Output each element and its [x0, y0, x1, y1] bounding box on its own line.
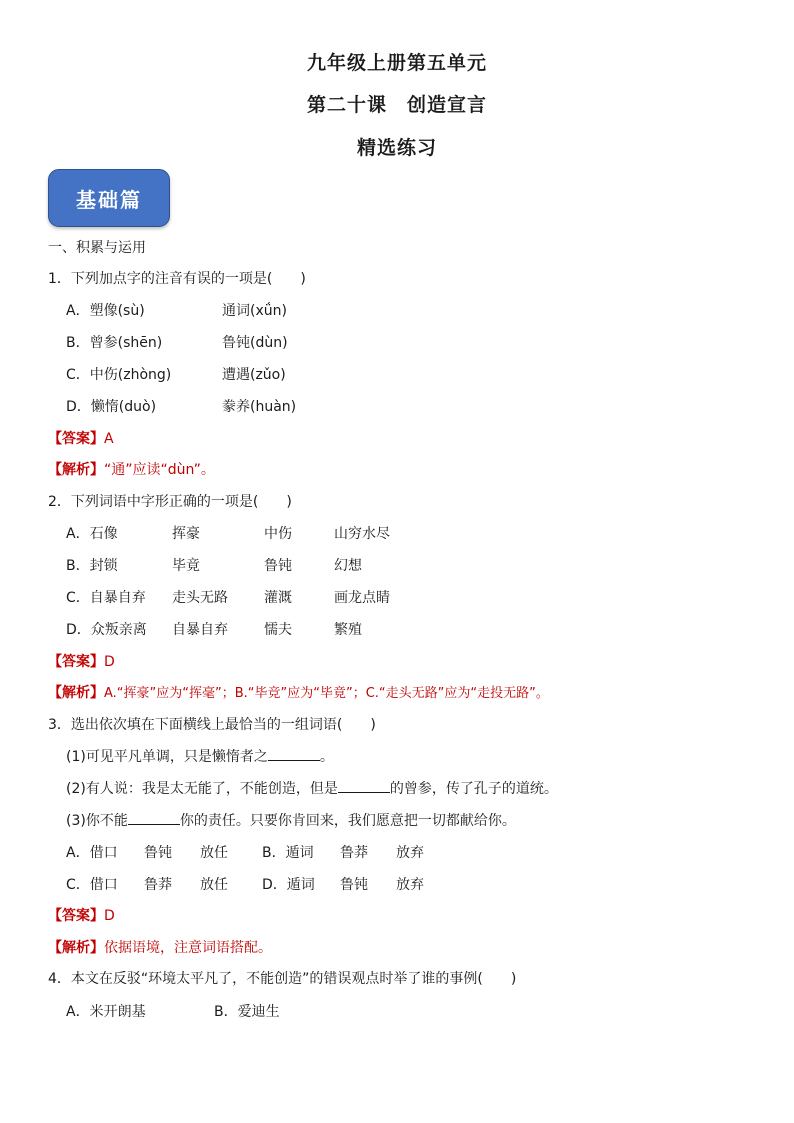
lesson-title: 第二十课 创造宣言 — [306, 94, 487, 116]
q3-option: C．借口 — [66, 877, 118, 893]
sentence-text: 的曾参，传了孔子的道统。 — [389, 781, 558, 797]
q3-option: 鲁钝 — [340, 877, 368, 893]
q2-option: 自暴自弃 — [172, 622, 228, 638]
q4-stem: 4．本文在反驳“环境太平凡了，不能创造”的错误观点时举了谁的事例( ) — [48, 971, 517, 987]
q3-stem: 3．选出依次填在下面横线上最恰当的一组词语( ) — [48, 717, 376, 733]
analysis-text: “通”应读“dùn”。 — [104, 462, 215, 478]
sentence-text: (1)可见平凡单调，只是懒惰者之 — [66, 749, 268, 765]
sentence-text: 。 — [319, 749, 334, 765]
q1-option: 豢养(huàn) — [222, 399, 297, 415]
answer-label: 【答案】 — [48, 908, 104, 924]
q2-option: 画龙点睛 — [334, 590, 390, 606]
answer-value: D — [104, 654, 115, 670]
fill-blank — [268, 746, 320, 761]
q2-option: 鲁钝 — [264, 558, 292, 574]
analysis-label: 【解析】 — [48, 685, 104, 701]
sentence-text: (2)有人说：我是太无能了，不能创造，但是 — [66, 781, 338, 797]
q3-analysis — [48, 937, 272, 957]
q2-option: 山穷水尽 — [334, 526, 390, 542]
q3-option: 鲁钝 — [144, 845, 172, 861]
q1-analysis — [48, 459, 215, 479]
q1-option: C．中伤(zhòng) — [66, 367, 172, 383]
q1-option: B．曾参(shēn) — [66, 335, 163, 351]
q2-answer — [48, 651, 115, 671]
q3-sentence-1 — [66, 746, 334, 766]
q2-option: 走头无路 — [172, 590, 228, 606]
unit-title: 九年级上册第五单元 — [306, 52, 487, 74]
subtitle: 精选练习 — [356, 137, 437, 159]
q3-sentence-2 — [66, 778, 558, 798]
sentence-text: (3)你不能 — [66, 813, 128, 829]
q2-option: B．封锁 — [66, 558, 118, 574]
q4-option: A．米开朗基 — [66, 1004, 146, 1020]
answer-label: 【答案】 — [48, 654, 104, 670]
q1-stem: 1．下列加点字的注音有误的一项是( ) — [48, 271, 306, 287]
q3-sentence-3 — [66, 810, 516, 830]
fill-blank — [338, 778, 390, 793]
sentence-text: 你的责任。只要你肯回来，我们愿意把一切都献给你。 — [179, 813, 516, 829]
q1-option: A．塑像(sù) — [66, 303, 145, 319]
answer-value: A — [104, 431, 114, 447]
q1-answer — [48, 428, 114, 448]
q2-option: 挥豪 — [172, 526, 200, 542]
q3-option: A．借口 — [66, 845, 118, 861]
q2-stem: 2．下列词语中字形正确的一项是( ) — [48, 494, 292, 510]
q3-option: B．遁词 — [262, 845, 314, 861]
q4-option: B．爱迪生 — [214, 1004, 280, 1020]
q3-option: 放弃 — [396, 845, 424, 861]
q3-option: 放任 — [200, 845, 228, 861]
fill-blank — [128, 810, 180, 825]
analysis-text: A.“挥豪”应为“挥毫”；B.“毕竞”应为“毕竟”；C.“走头无路”应为“走投无路”。 — [104, 686, 549, 701]
q2-analysis — [48, 682, 549, 702]
q1-option: 鲁钝(dùn) — [222, 335, 288, 351]
q2-option: 幻想 — [334, 558, 362, 574]
q2-option: 毕竟 — [172, 558, 200, 574]
analysis-label: 【解析】 — [48, 462, 104, 478]
q2-option: 中伤 — [264, 526, 292, 542]
q1-option: D．懒惰(duò) — [66, 399, 157, 415]
q2-option: C．自暴自弃 — [66, 590, 146, 606]
analysis-text: 依据语境，注意词语搭配。 — [104, 940, 272, 956]
q3-option: D．遁词 — [262, 877, 315, 893]
q3-option: 放任 — [200, 877, 228, 893]
basic-section-badge: 基础篇 — [48, 169, 170, 227]
q3-option: 鲁莽 — [340, 845, 368, 861]
q1-option: 遭遇(zǔo) — [222, 367, 286, 383]
q3-answer — [48, 905, 115, 925]
answer-label: 【答案】 — [48, 431, 104, 447]
q1-option: 通词(xǘn) — [222, 303, 287, 319]
analysis-label: 【解析】 — [48, 940, 104, 956]
q3-option: 鲁莽 — [144, 877, 172, 893]
q2-option: 灌溉 — [264, 590, 292, 606]
q3-option: 放弃 — [396, 877, 424, 893]
q2-option: 懦夫 — [264, 622, 292, 638]
q2-option: A．石像 — [66, 526, 118, 542]
q2-option: D．众叛亲离 — [66, 622, 147, 638]
section-heading: 一、积累与运用 — [48, 240, 146, 256]
q2-option: 繁殖 — [334, 622, 362, 638]
answer-value: D — [104, 908, 115, 924]
